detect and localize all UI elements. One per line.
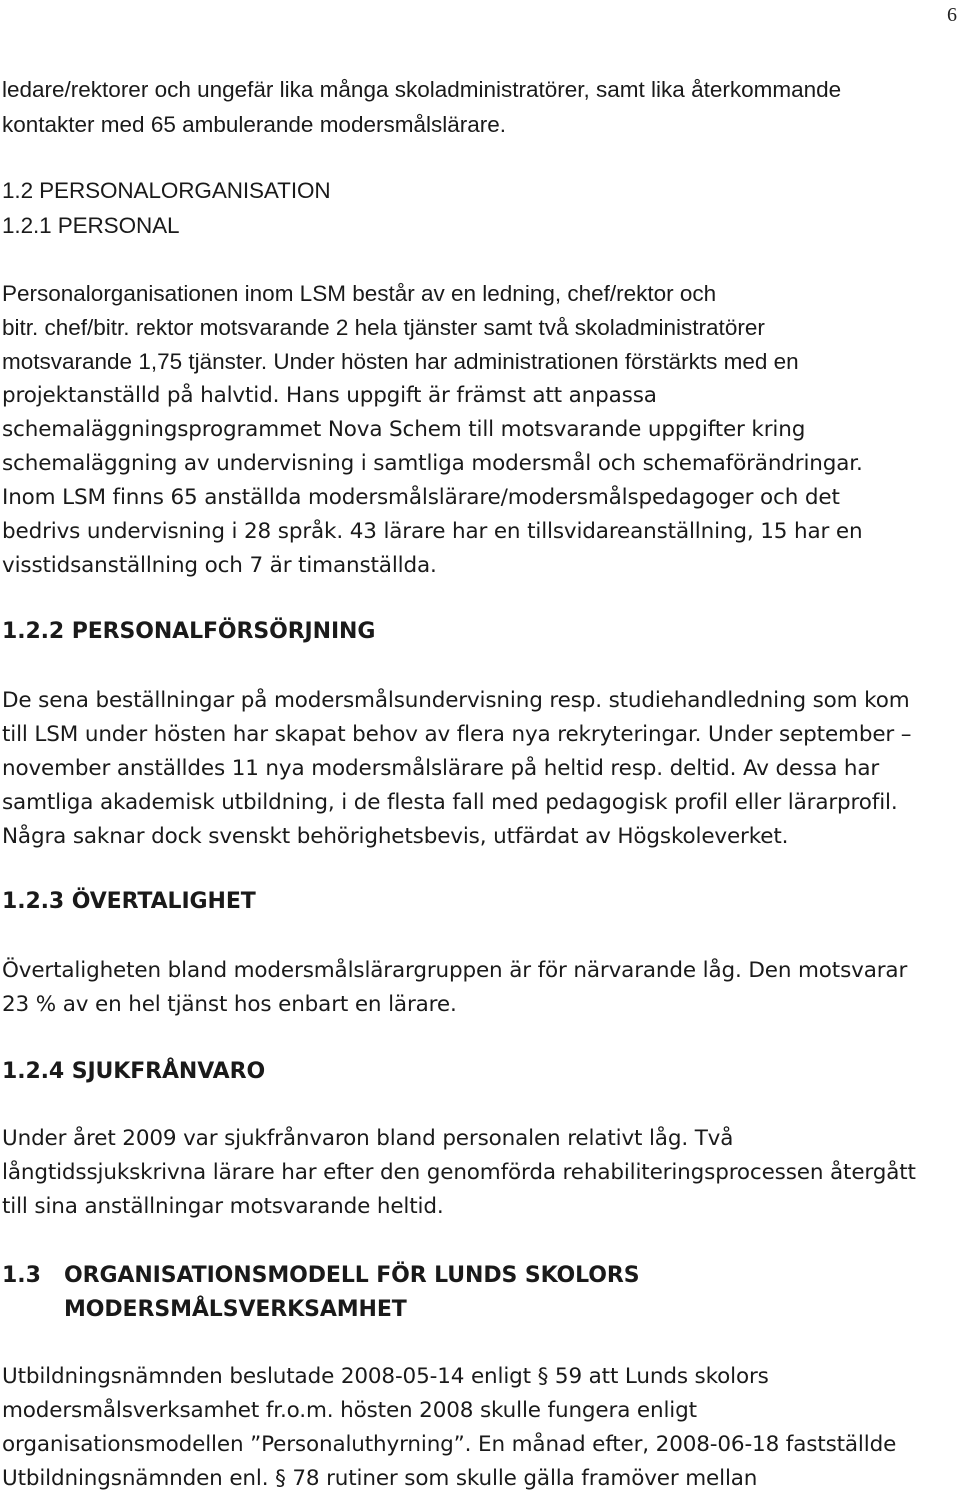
heading-sjukfranvaro: [2, 1055, 954, 1089]
paragraph-line: Övertaligheten bland modersmålslärargruppen är för närvarande låg. Den motsvarar: [2, 958, 908, 983]
paragraph-line: bedrivs undervisning i 28 språk. 43 lärare har en tillsvidareanställning, 15 har en: [2, 519, 863, 544]
paragraph-line: projektanställd på halvtid. Hans uppgift är främst att anpassa: [2, 383, 657, 408]
personalforsorjning-paragraph: [2, 684, 954, 854]
paragraph-line: till sina anställningar motsvarande heltid.: [2, 1194, 444, 1219]
paragraph-line: till LSM under hösten har skapat behov av flera nya rekryteringar. Under september –: [2, 722, 912, 747]
paragraph-line: bitr. chef/bitr. rektor motsvarande 2 hela tjänster samt två skoladministratörer: [2, 315, 765, 340]
paragraph-line: Utbildningsnämnden beslutade 2008-05-14 enligt § 59 att Lunds skolors: [2, 1364, 769, 1389]
paragraph-line: samtliga akademisk utbildning, i de flesta fall med pedagogisk profil eller lärarprofil.: [2, 790, 898, 815]
section-heading-line: ORGANISATIONSMODELL FÖR LUNDS SKOLORS: [64, 1263, 640, 1288]
heading-personalforsorjning: [2, 615, 954, 649]
paragraph-line: november anställdes 11 nya modersmålslärare på heltid resp. deltid. Av dessa har: [2, 756, 880, 781]
paragraph-line: Personalorganisationen inom LSM består av en ledning, chef/rektor och: [2, 281, 717, 306]
personal-paragraph: [2, 277, 954, 583]
paragraph-line: visstidsanställning och 7 är timanställda.: [2, 553, 437, 578]
paragraph-line: 23 % av en hel tjänst hos enbart en lärare.: [2, 992, 457, 1017]
section-heading: 1.2.3 ÖVERTALIGHET: [2, 889, 256, 914]
heading-personalorganisation: 1.2 PERSONALORGANISATION: [2, 178, 331, 203]
intro-line: kontakter med 65 ambulerande modersmålslärare.: [2, 111, 506, 137]
paragraph-line: Utbildningsnämnden enl. § 78 rutiner som skulle gälla framöver mellan: [2, 1466, 758, 1491]
paragraph-line: organisationsmodellen ”Personaluthyrning”. En månad efter, 2008-06-18 fastställde: [2, 1432, 897, 1457]
paragraph-line: De sena beställningar på modersmålsundervisning resp. studiehandledning som kom: [2, 688, 910, 713]
paragraph-line: långtidssjukskrivna lärare har efter den genomförda rehabiliteringsprocessen återgått: [2, 1160, 916, 1185]
section-heading-line: MODERSMÅLSVERKSAMHET: [64, 1297, 407, 1322]
heading-personal: 1.2.1 PERSONAL: [2, 212, 180, 238]
section-heading-1-2: [2, 174, 954, 243]
section-heading: 1.2.2 PERSONALFÖRSÖRJNING: [2, 619, 376, 644]
paragraph-line: Inom LSM finns 65 anställda modersmålslärare/modersmålspedagoger och det: [2, 485, 840, 510]
organisationsmodell-paragraph: [2, 1360, 954, 1496]
page-number: 6: [947, 4, 957, 26]
heading-overtalighet: [2, 885, 954, 919]
paragraph-line: schemaläggning av undervisning i samtliga modersmål och schemaförändringar.: [2, 451, 863, 476]
intro-line: ledare/rektorer och ungefär lika många skoladministratörer, samt lika återkommande: [2, 77, 842, 102]
paragraph-line: Några saknar dock svenskt behörighetsbevis, utfärdat av Högskoleverket.: [2, 824, 789, 849]
overtalighet-paragraph: [2, 954, 954, 1022]
section-heading: 1.2.4 SJUKFRÅNVARO: [2, 1059, 266, 1084]
paragraph-line: Under året 2009 var sjukfrånvaron bland personalen relativt låg. Två: [2, 1126, 734, 1151]
paragraph-line: motsvarande 1,75 tjänster. Under hösten har administrationen förstärkts med en: [2, 349, 799, 374]
section-number-1-3: 1.3: [2, 1263, 41, 1288]
intro-paragraph: [2, 73, 954, 142]
heading-organisationsmodell: [64, 1259, 954, 1327]
sjukfranvaro-paragraph: [2, 1122, 954, 1224]
paragraph-line: schemaläggningsprogrammet Nova Schem till motsvarande uppgifter kring: [2, 417, 806, 442]
paragraph-line: modersmålsverksamhet fr.o.m. hösten 2008 skulle fungera enligt: [2, 1398, 697, 1423]
